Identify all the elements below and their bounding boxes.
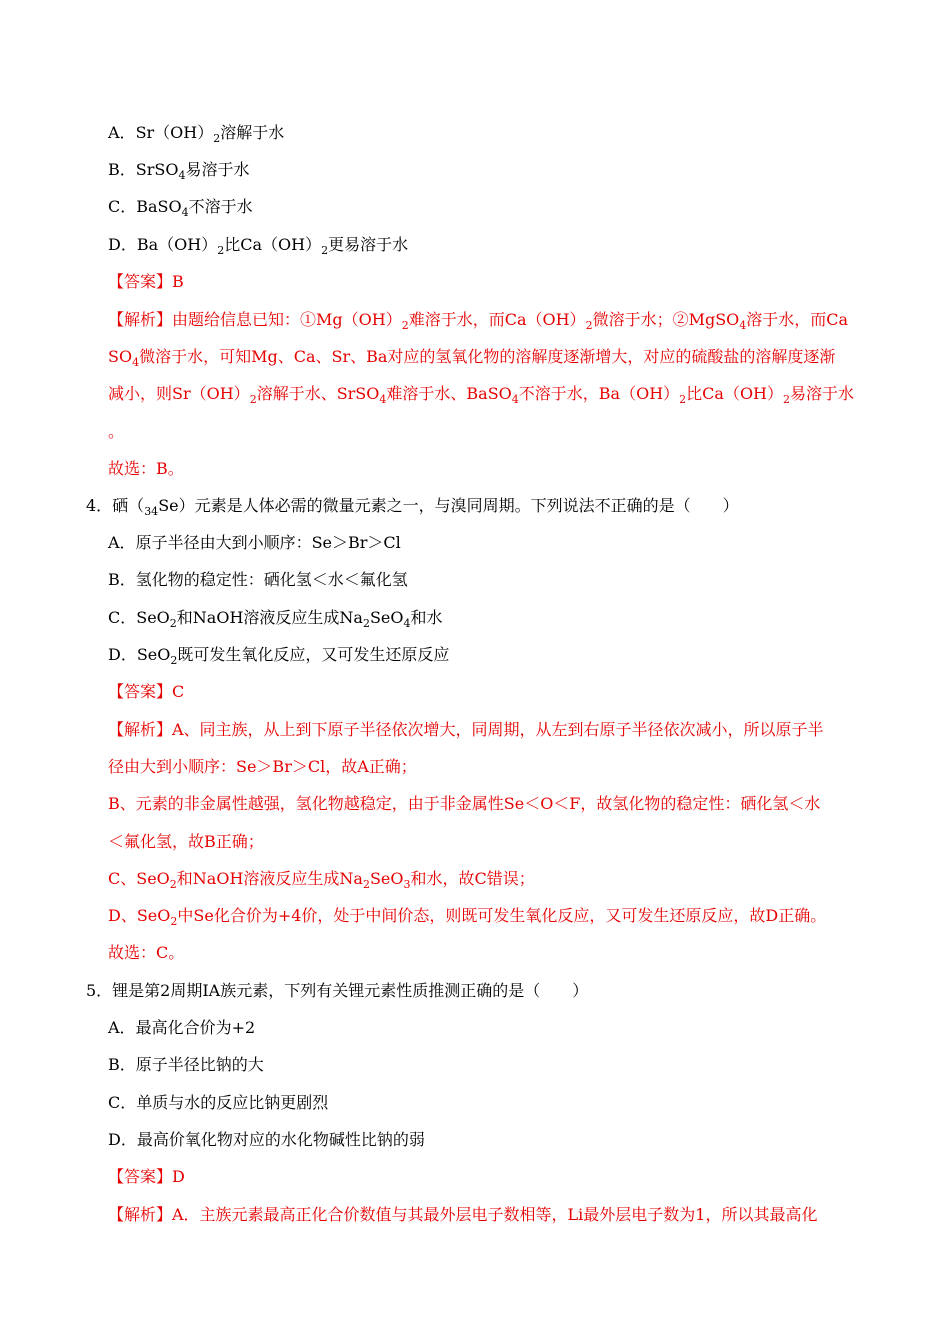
- q5-stem: 5．锂是第2周期ⅠA族元素，下列有关锂元素性质推测正确的是（ ）: [86, 981, 589, 1000]
- q4-option-a: A．原子半径由大到小顺序：Se＞Br＞Cl: [108, 533, 401, 552]
- q4-analysis-line: ＜氟化氢，故B正确；: [108, 832, 264, 851]
- q3-answer: 【答案】B: [108, 272, 184, 291]
- q4-analysis-line: 径由大到小顺序：Se＞Br＞Cl，故A正确；: [108, 757, 417, 776]
- q4-analysis-line: D、SeO$_2$中Se化合价为+4价，处于中间价态，则既可发生氧化反应，又可发生还原反应，故D正确。: [108, 906, 827, 928]
- q3-analysis-line: $SO_4$微溶于水，可知Mg、Ca、Sr、Ba对应的氢氧化物的溶解度逐渐增大，对应的硫酸盐的溶解度逐渐: [108, 347, 836, 369]
- q3-option-b: B．SrSO$_4$易溶于水: [108, 160, 250, 182]
- q5-option-d: D．最高价氧化物对应的水化物碱性比钠的弱: [108, 1130, 425, 1149]
- q3-analysis-line: 。: [108, 422, 125, 441]
- q5-analysis-line: 【解析】A．主族元素最高正化合价数值与其最外层电子数相等，Li最外层电子数为1，所以其最高化: [108, 1205, 818, 1224]
- q4-option-b: B．氢化物的稳定性：硒化氢＜水＜氟化氢: [108, 570, 408, 589]
- q5-option-b: B．原子半径比钠的大: [108, 1055, 264, 1074]
- q4-analysis-line: 【解析】A、同主族，从上到下原子半径依次增大，同周期，从左到右原子半径依次减小，所以原子半: [108, 720, 824, 739]
- q4-stem: 4．硒$(_{34}Se)$元素是人体必需的微量元素之一，与溴同周期。下列说法不正确的是（ ）: [86, 496, 739, 518]
- q5-option-a: A．最高化合价为+2: [108, 1018, 256, 1037]
- q5-answer: 【答案】D: [108, 1167, 185, 1186]
- q3-analysis-line: 减小，则$Sr(OH)_2$溶解于水、SrSO$_4$难溶于水、BaSO$_4$不溶于水，$Ba(OH)_2$比$Ca(OH)_2$易溶于水: [108, 384, 855, 406]
- q4-answer: 【答案】C: [108, 682, 185, 701]
- q3-option-c: C．BaSO$_4$不溶于水: [108, 197, 253, 219]
- q5-option-c: C．单质与水的反应比钠更剧烈: [108, 1093, 329, 1112]
- q4-analysis-line: C、SeO$_2$和NaOH溶液反应生成$Na_2SeO_3$和水，故C错误；: [108, 869, 535, 891]
- q3-option-d: D．$Ba(OH)_2$比$Ca(OH)_2$更易溶于水: [108, 235, 409, 257]
- q3-choice: 故选：B。: [108, 459, 184, 478]
- q3-analysis-line: 【解析】由题给信息已知：$①Mg(OH)_2$难溶于水，而$Ca(OH)_2$微溶于水；②MgSO$_4$溶于水，而Ca: [108, 310, 849, 332]
- q4-option-c: C．SeO$_2$和NaOH溶液反应生成$Na_2SeO_4$和水: [108, 608, 443, 630]
- q4-choice: 故选：C。: [108, 943, 185, 962]
- q4-analysis-line: B、元素的非金属性越强，氢化物越稳定，由于非金属性Se＜O＜F，故氢化物的稳定性：硒化氢＜水: [108, 794, 821, 813]
- q4-option-d: D．SeO$_2$既可发生氧化反应，又可发生还原反应: [108, 645, 450, 667]
- q3-option-a: A．$Sr(OH)_2$溶解于水: [108, 123, 285, 145]
